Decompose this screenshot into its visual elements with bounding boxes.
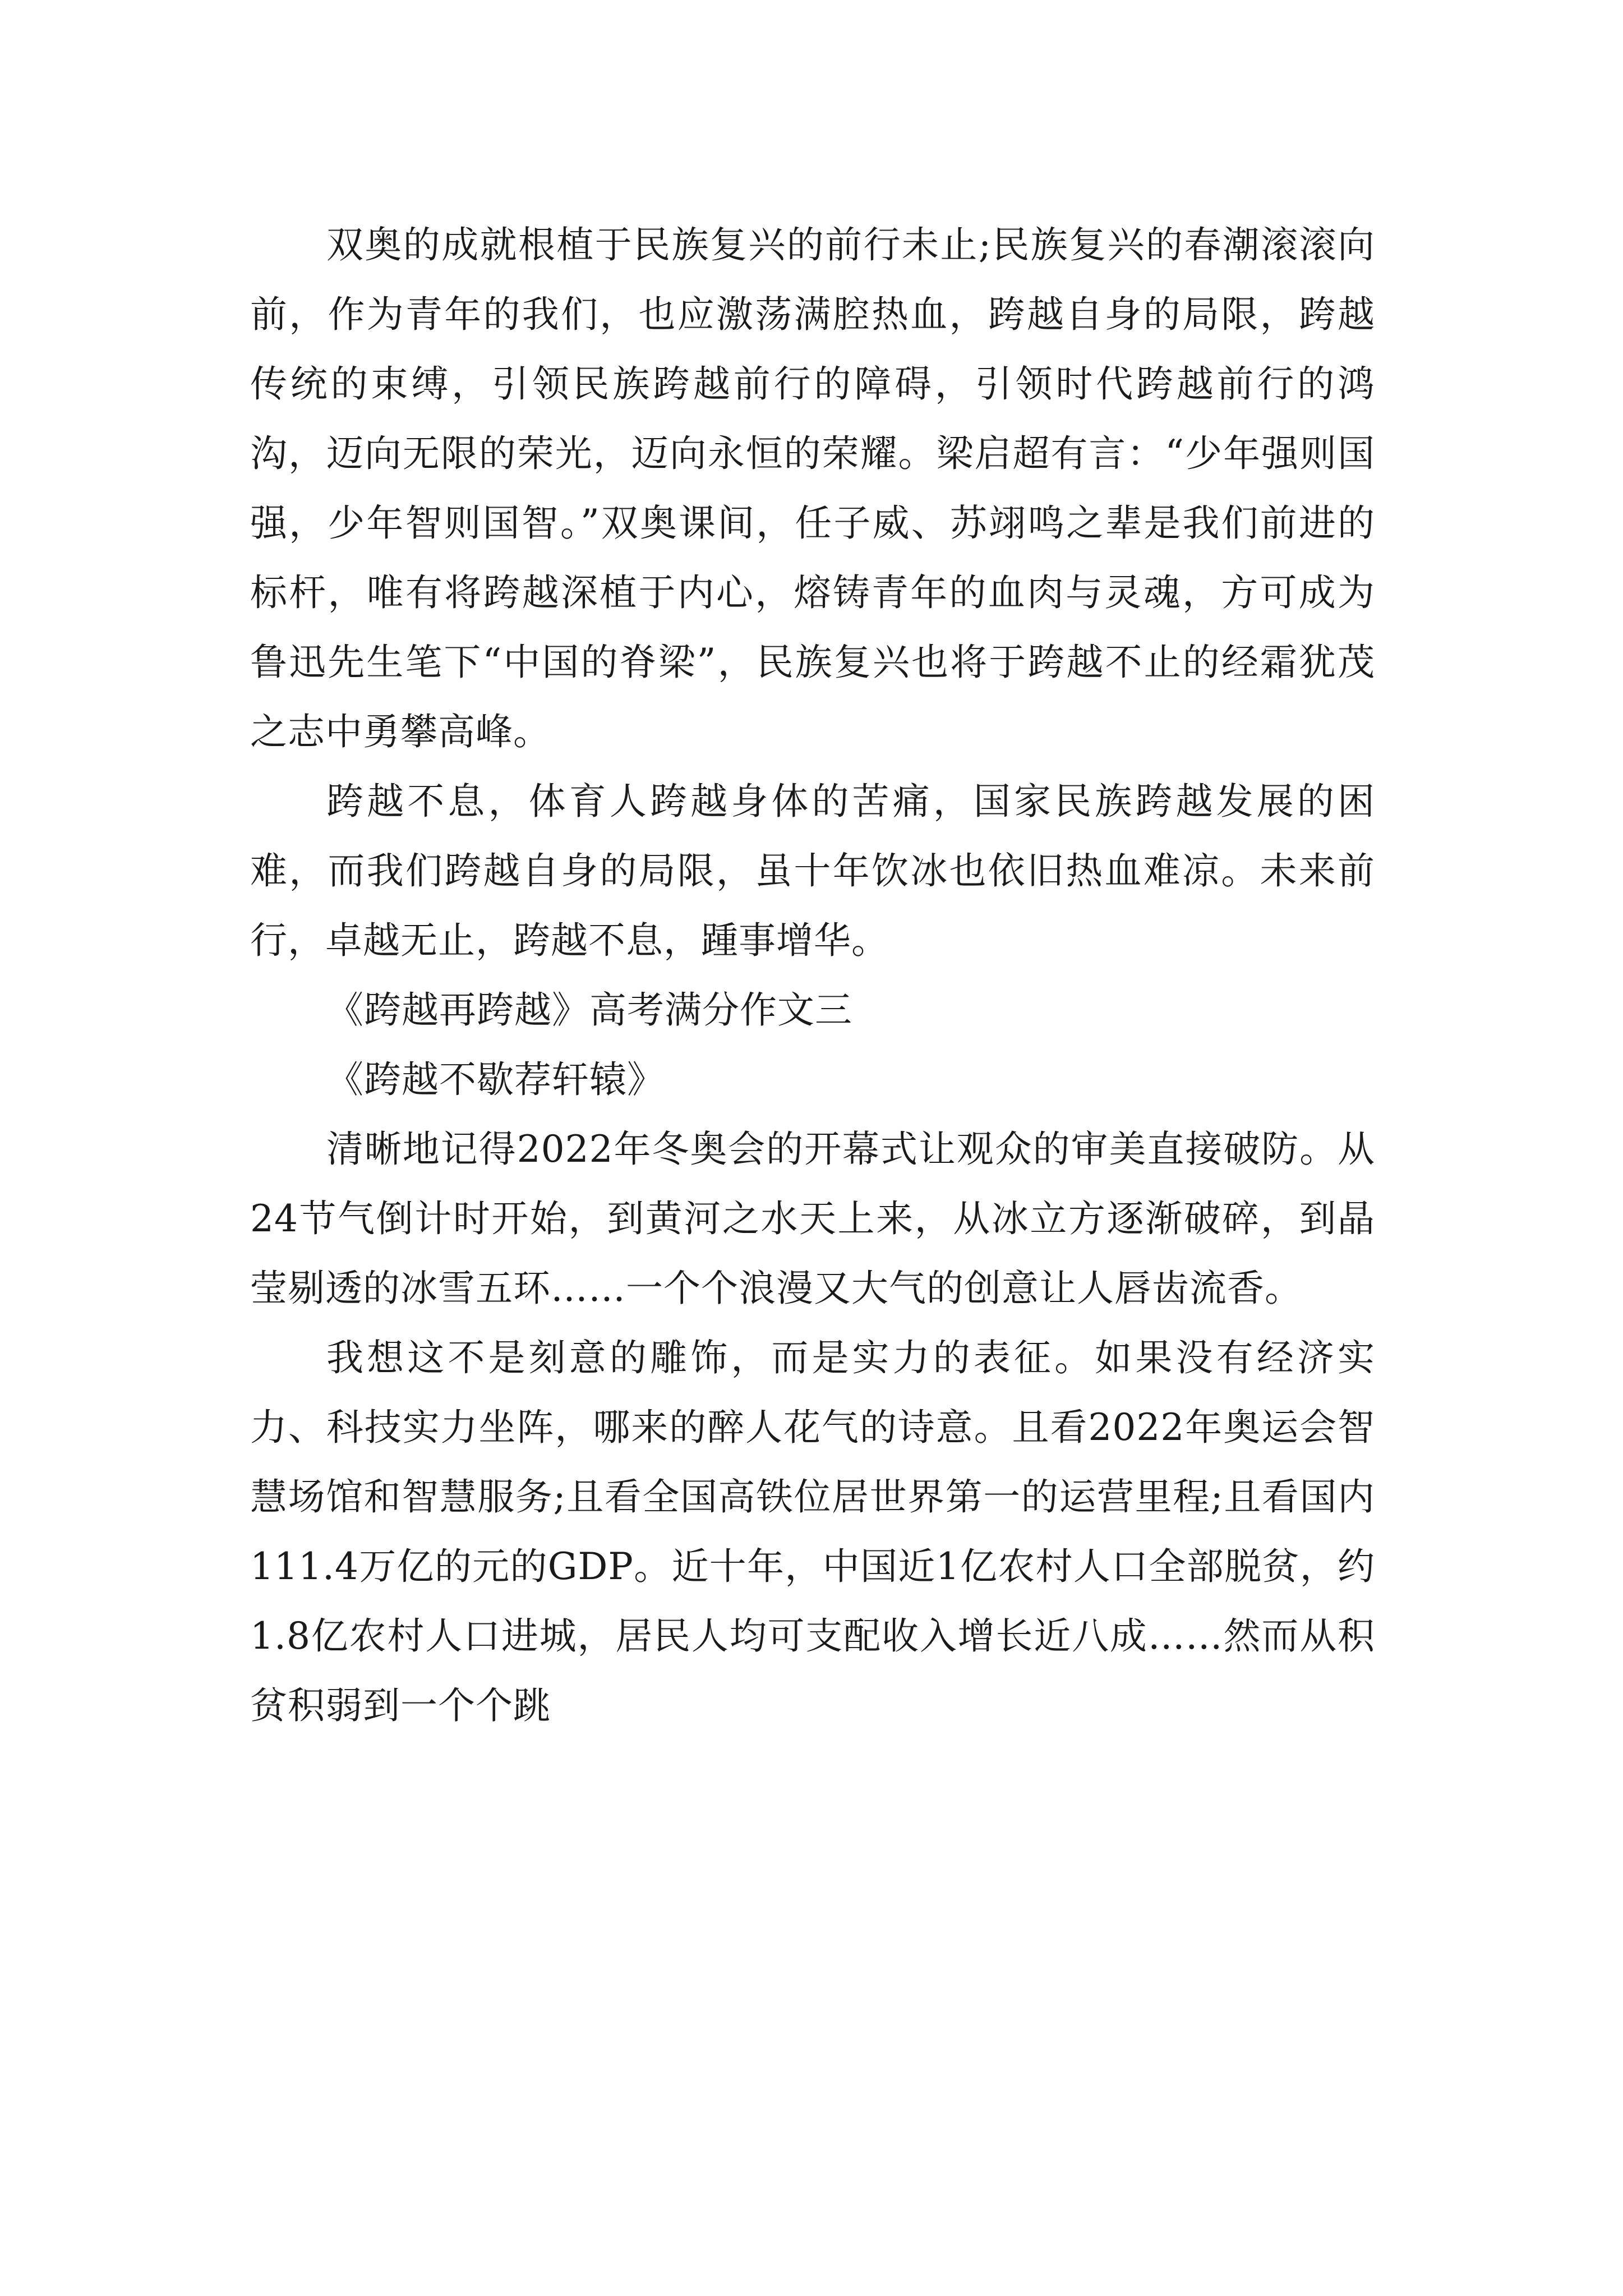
document-body <box>250 210 1375 1741</box>
essay-title: 《跨越不歇荐轩辕》 <box>326 1058 665 1101</box>
paragraph: 双奥的成就根植于民族复兴的前行未止;民族复兴的春潮滚滚向前，作为青年的我们，也应激荡满腔热血，跨越自身的局限，跨越传统的束缚，引领民族跨越前行的障碍，引领时代跨越前行的鸿沟，迈向无限的荣光，迈向永恒的荣耀。梁启超有言：“少年强则国强，少年智则国智。”双奥课间，任子威、苏翊鸣之辈是我们前进的标杆，唯有将跨越深植于内心，熔铸青年的血肉与灵魂，方可成为鲁迅先生笔下“中国的脊梁”，民族复兴也将于跨越不止的经霜犹茂之志中勇攀高峰。 <box>250 223 1375 753</box>
section-heading: 《跨越再跨越》高考满分作文三 <box>326 988 852 1032</box>
paragraph: 我想这不是刻意的雕饰，而是实力的表征。如果没有经济实力、科技实力坐阵，哪来的醉人花气的诗意。且看2022年奥运会智慧场馆和智慧服务;且看全国高铁位居世界第一的运营里程;且看国内111.4万亿的元的GDP。近十年，中国近1亿农村人口全部脱贫，约1.8亿农村人口进城，居民人均可支配收入增长近八成……然而从积贫积弱到一个个跳 <box>250 1336 1375 1727</box>
paragraph: 跨越不息，体育人跨越身体的苦痛，国家民族跨越发展的困难，而我们跨越自身的局限，虽十年饮冰也依旧热血难凉。未来前行，卓越无止，跨越不息，踵事增华。 <box>250 780 1375 962</box>
paragraph: 清晰地记得2022年冬奥会的开幕式让观众的审美直接破防。从24节气倒计时开始，到黄河之水天上来，从冰立方逐渐破碎，到晶莹剔透的冰雪五环……一个个浪漫又大气的创意让人唇齿流香。 <box>250 1128 1375 1310</box>
